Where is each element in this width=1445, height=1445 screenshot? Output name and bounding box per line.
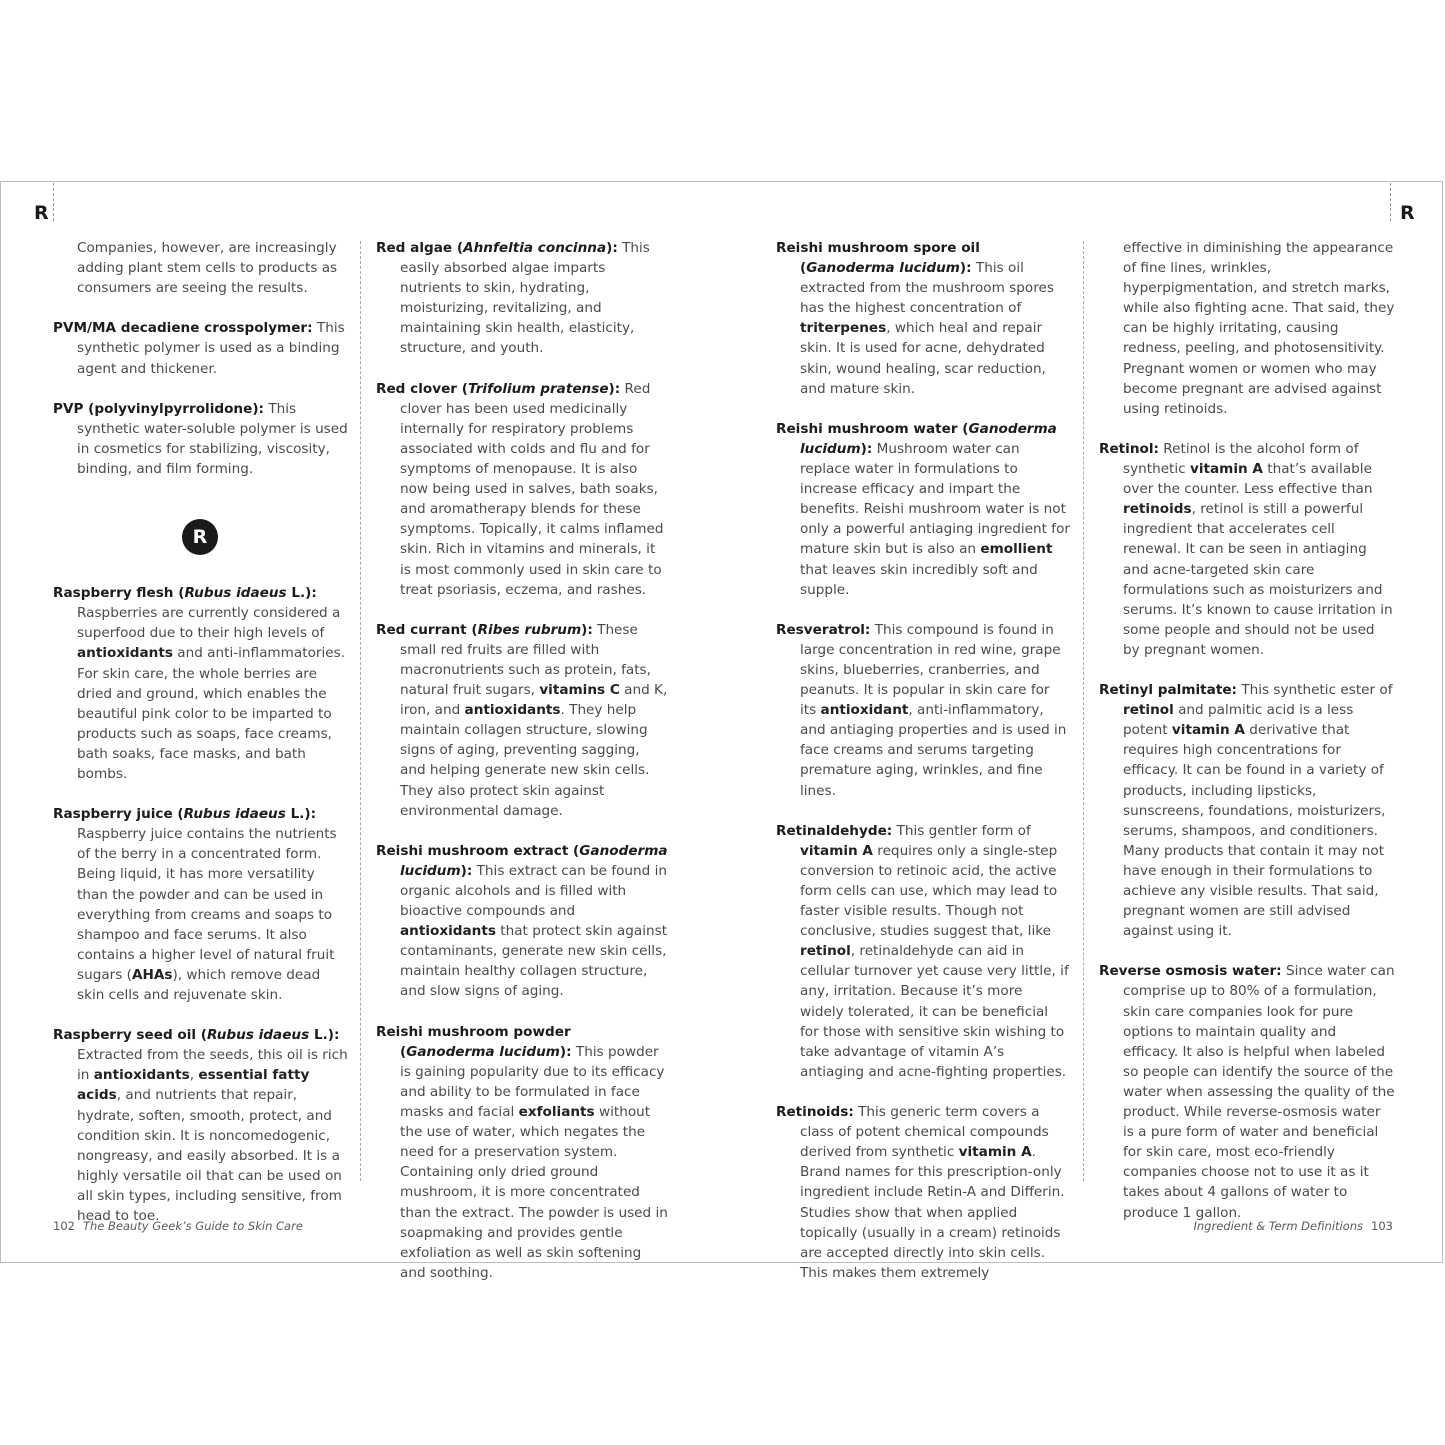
entry-reishi-spore-oil: Reishi mushroom spore oil (Ganoderma lucidum): This oil extracted from the mushroom spores has the highest concentration of triterpenes, which heal and repair skin. It is used for acne, dehydrated skin, wound healing, scar reduction, and mature skin. bbox=[776, 240, 1054, 397]
entry-retinoids: Retinoids: This generic term covers a class of potent chemical compounds derived from synthetic vitamin A. Brand names for this prescription-only ingredient include Retin-A and Differin. Studies show that when applied topically (usually in a cream) retinoids are accepted directly into skin cells. This makes them extremely bbox=[776, 1104, 1065, 1281]
entry-reverse-osmosis-water: Reverse osmosis water: Since water can comprise up to 80% of a formulation, skin care companies look for pure options to maintain quality and efficacy. It also is helpful when labeled so people can identify the source of the water when assessing the quality of the product. While reverse-osmosis water is a pure form of water and beneficial for skin care, most eco-friendly companies choose not to use it as it takes about 4 gallons of water to produce 1 gallon. bbox=[1099, 963, 1395, 1221]
entry-reishi-water: Reishi mushroom water (Ganoderma lucidum): Mushroom water can replace water in formulations to increase efficacy and impart the benefits. Reishi mushroom water is not only a powerful antiaging ingredient for mature skin but is also an emollient that leaves skin incredibly soft and supple. bbox=[776, 420, 1070, 598]
section-letter-badge: R bbox=[182, 519, 218, 555]
chapter-title: Ingredient & Term Definitions bbox=[1193, 1219, 1364, 1233]
entry-continuation: Companies, however, are increasingly adding plant stem cells to products as consumers are seeing the results. bbox=[77, 240, 338, 297]
column-4 bbox=[1099, 238, 1395, 1243]
entry-red-algae: Red algae (Ahnfeltia concinna): This easily absorbed algae imparts nutrients to skin, hydrating, moisturizing, revitalizing, and maintaining skin health, elasticity, structure, and youth. bbox=[376, 240, 650, 357]
footer-right bbox=[1193, 1219, 1393, 1233]
left-tab-divider bbox=[53, 183, 54, 221]
entry-red-clover: Red clover (Trifolium pratense): Red clover has been used medicinally internally for respiratory problems associated with colds and flu and for symptoms of menopause. It is also now being used in salves, bath soaks, and aromatherapy blends for these symptoms. Topically, it calms inflamed skin. Rich in vitamins and minerals, it is most commonly used in skin care to treat psoriasis, eczema, and rashes. bbox=[376, 380, 664, 598]
entry-reishi-powder: Reishi mushroom powder (Ganoderma lucidum): This powder is gaining popularity due to its efficacy and ability to be formulated in face masks and facial exfoliants without the use of water, which negates the need for a preservation system. Containing only dried ground mushroom, it is more concentrated than the extract. The powder is used in soapmaking and provides gentle exfoliation as well as skin softening and soothing. bbox=[376, 1023, 668, 1281]
entry-resveratrol: Resveratrol: This compound is found in large concentration in red wine, grape skins, blueberries, cranberries, and peanuts. It is popular in skin care for its antioxidant, anti-inflammatory, and antiaging properties and is used in face creams and serums targeting premature aging, wrinkles, and fine lines. bbox=[776, 621, 1067, 799]
entry-retinaldehyde: Retinaldehyde: This gentler form of vitamin A requires only a single-step conversion to retinoic acid, the active form cells can use, which may lead to faster visible results. Though not conclusive, studies suggest that, like retinol, retinaldehyde can aid in cellular turnover yet cause very little, if any, irritation. Because it’s more widely tolerated, it can be beneficial for those with sensitive skin wishing to take advantage of vitamin A’s antiaging and acne-fighting properties. bbox=[776, 822, 1069, 1080]
column-3 bbox=[776, 238, 1070, 1303]
right-section-letter: R bbox=[1400, 202, 1415, 224]
entry-red-currant: Red currant (Ribes rubrum): These small red fruits are filled with macronutrients such as protein, fats, natural fruit sugars, vitamins C and K, iron, and antioxidants. They help maintain collagen structure, slowing signs of aging, preventing sagging, and helping generate new skin cells. They also protect skin against environmental damage. bbox=[376, 621, 668, 819]
entry-retinol: Retinol: Retinol is the alcohol form of synthetic vitamin A that’s available over the counter. Less effective than retinoids, retinol is still a powerful ingredient that accelerates cell renewal. It can be seen in antiaging and acne-targeted skin care formulations such as moisturizers and serums. It’s known to cause irritation in some people and should not be used by pregnant women. bbox=[1099, 440, 1393, 658]
column-2 bbox=[376, 238, 668, 1303]
entry-retinyl-palmitate: Retinyl palmitate: This synthetic ester of retinol and palmitic acid is a less potent vitamin A derivative that requires high concentrations for efficacy. It can be found in a variety of products, including lipsticks, sunscreens, foundations, moisturizers, serums, shampoos, and conditioners. Many products that contain it may not have enough in their formulations to achieve any visible results. That said, pregnant women are still advised against using it. bbox=[1099, 682, 1393, 940]
entry-pvm-ma: PVM/MA decadiene crosspolymer: This synthetic polymer is used as a binding agent and thickener. bbox=[53, 320, 345, 377]
book-title: The Beauty Geek’s Guide to Skin Care bbox=[82, 1219, 303, 1233]
page-number-right: 103 bbox=[1371, 1219, 1393, 1233]
right-tab-divider bbox=[1390, 183, 1391, 221]
footer-left bbox=[53, 1219, 303, 1233]
entry-raspberry-flesh: Raspberry flesh (Rubus idaeus L.): Raspberries are currently considered a superfood due to their high levels of antioxidants and anti-inflammatories. For skin care, the whole berries are dried and ground, which enables the beautiful pink color to be imparted to products such as soaps, face creams, bath soaks, face masks, and bath bombs. bbox=[53, 585, 346, 782]
entry-pvp: PVP (polyvinylpyrrolidone): This synthetic water-soluble polymer is used in cosmetics for stabilizing, viscosity, binding, and film forming. bbox=[53, 400, 348, 478]
entry-reishi-extract: Reishi mushroom extract (Ganoderma lucidum): This extract can be found in organic alcohols and is filled with bioactive compounds and antioxidants that protect skin against contaminants, generate new skin cells, maintain healthy collagen structure, and slow signs of aging. bbox=[376, 842, 668, 1000]
page-number-left: 102 bbox=[53, 1219, 75, 1233]
left-section-letter: R bbox=[34, 202, 49, 224]
entry-continuation: effective in diminishing the appearance of fine lines, wrinkles, hyperpigmentation, and stretch marks, while also fighting acne. That said, they can be highly irritating, causing redness, peeling, and photosensitivity. Pregnant women or women who may become pregnant are advised against using retinoids. bbox=[1123, 240, 1395, 417]
entry-raspberry-seed-oil: Raspberry seed oil (Rubus idaeus L.): Extracted from the seeds, this oil is rich in antioxidants, essential fatty acids, and nutrients that repair, hydrate, soften, smooth, protect, and condition skin. It is noncomedogenic, nongreasy, and easily absorbed. It is a highly versatile oil that can be used on all skin types, including sensitive, from head to toe. bbox=[53, 1027, 348, 1225]
column-divider-left bbox=[360, 241, 361, 1181]
column-divider-right bbox=[1083, 241, 1084, 1181]
column-1 bbox=[53, 238, 349, 1246]
entry-raspberry-juice: Raspberry juice (Rubus idaeus L.): Raspberry juice contains the nutrients of the berry in a concentrated form. Being liquid, it has more versatility than the powder and can be used in everything from creams and soaps to shampoo and face serums. It also contains a higher level of natural fruit sugars (AHAs), which remove dead skin cells and rejuvenate skin. bbox=[53, 806, 337, 1003]
